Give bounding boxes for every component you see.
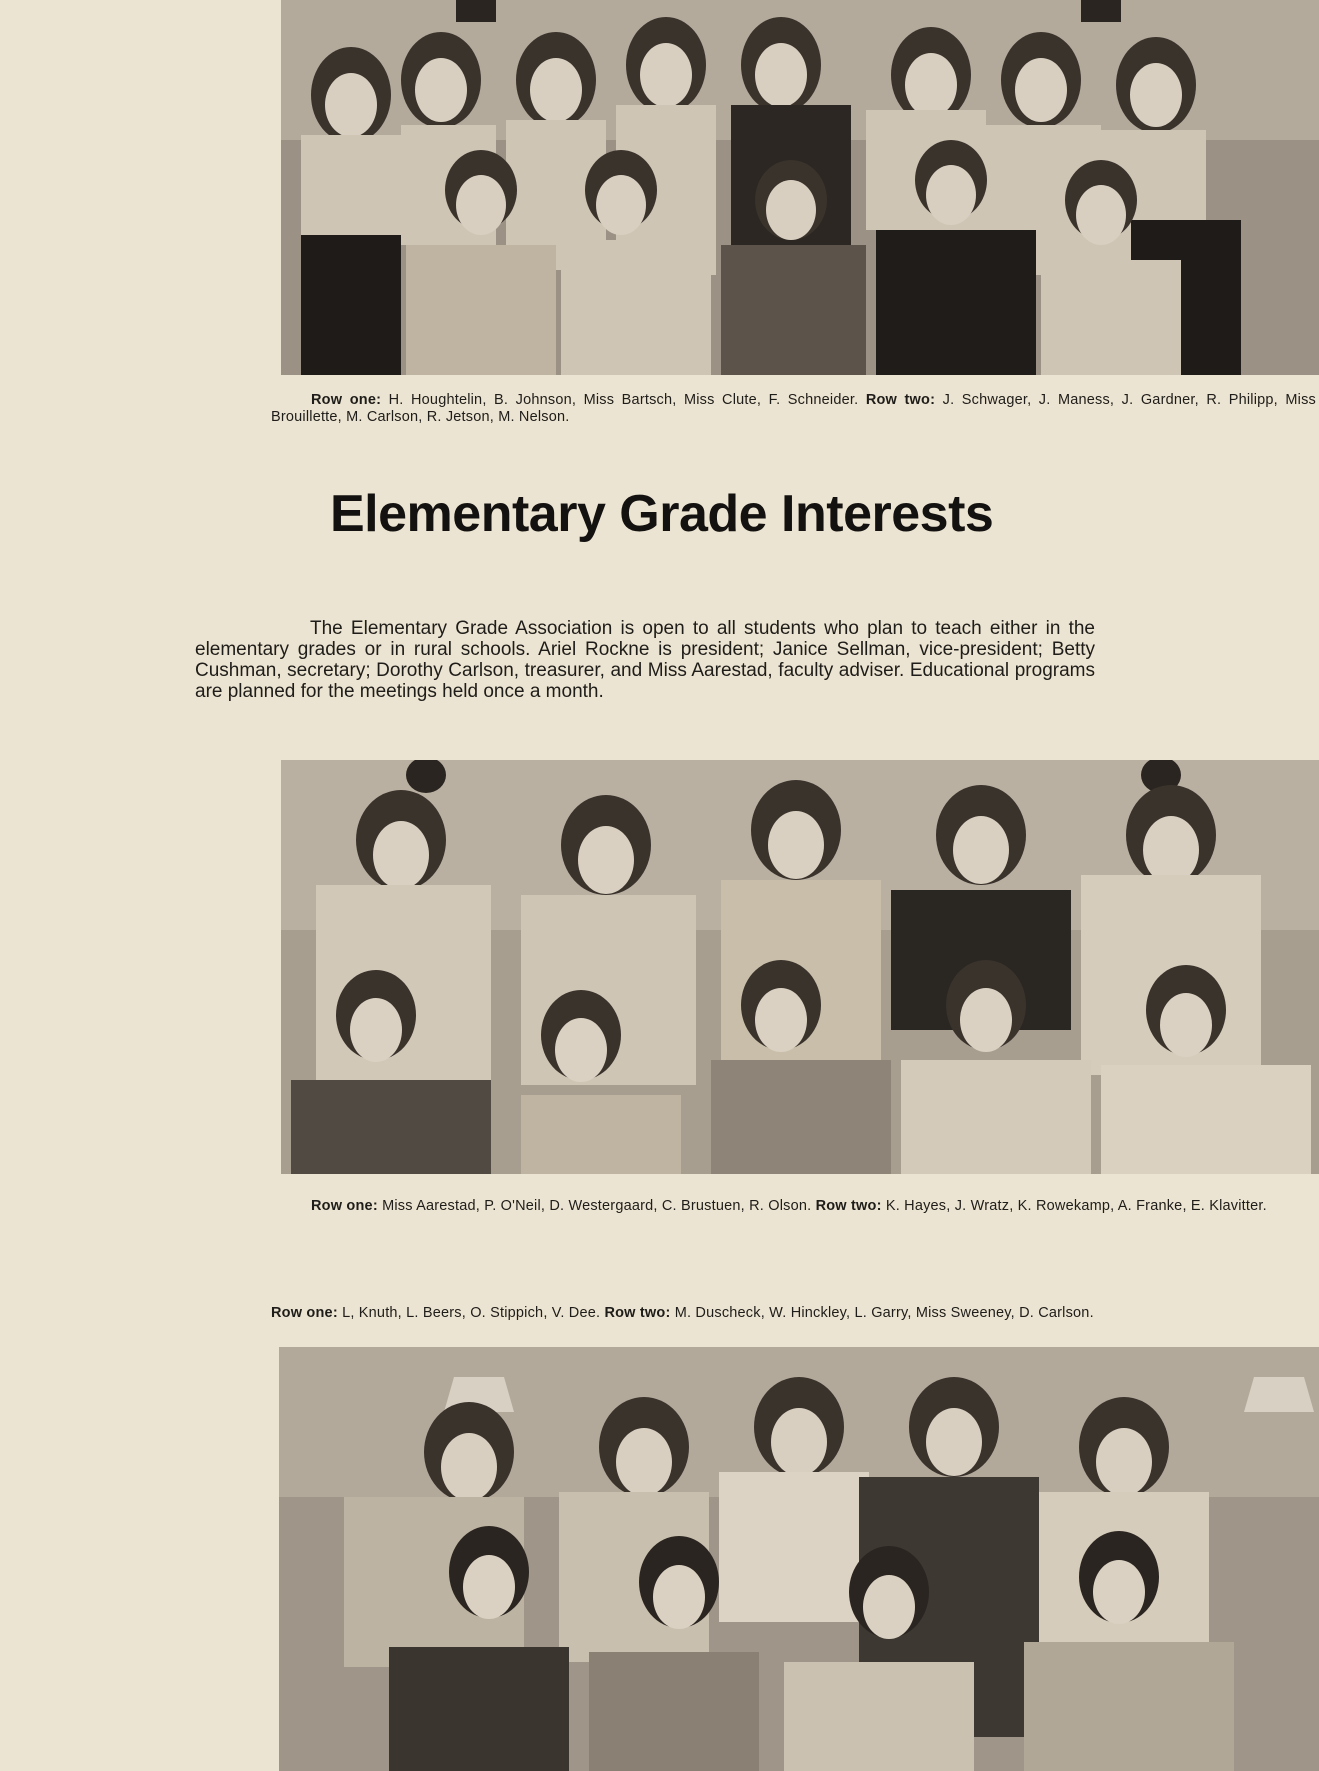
row-two-label: Row two: [865,392,936,408]
row-two-label: Row two: [815,1198,882,1214]
row-two-names: M. Duscheck, W. Hinckley, L. Garry, Miss Sweeney, D. Carlson. [670,1305,1094,1321]
row-one-names: Miss Aarestad, P. O'Neil, D. Westergaard, C. Brustuen, R. Olson. [377,1198,816,1214]
row-two-names: J. Schwager, J. Maness, J. Gardner, R. Philipp, Miss Brouillette, M. Carlson, R. Jetson, M. Nelson. [271,392,1316,425]
group-photo-bottom [279,1347,1319,1771]
row-one-label: Row one: [311,1198,378,1214]
group-photo-middle-art [281,760,1319,1174]
row-one-names: L, Knuth, L. Beers, O. Stippich, V. Dee. [337,1305,605,1321]
caption-bottom-photo [271,1305,1316,1322]
group-photo-top [281,0,1319,375]
row-two-label: Row two: [604,1305,671,1321]
article-body [195,618,1095,702]
group-photo-bottom-art [279,1347,1319,1771]
row-one-names: H. Houghtelin, B. Johnson, Miss Bartsch, Miss Clute, F. Schneider. [381,392,866,408]
page-title: Elementary Grade Interests [330,485,994,543]
caption-top-photo [271,392,1316,426]
group-photo-middle [281,760,1319,1174]
row-one-label: Row one: [311,392,382,408]
caption-middle-photo [271,1198,1316,1215]
row-two-names: K. Hayes, J. Wratz, K. Rowekamp, A. Franke, E. Klavitter. [881,1198,1267,1214]
article-body-text: The Elementary Grade Association is open to all students who plan to teach either in the elementary grades or in rural schools. Ariel Rockne is president; Janice Sellman, vice-president; Betty Cushman, secretary; Dorothy Carlson, treasurer, and Miss Aarestad, faculty adviser. Educational programs are planned for the meetings held once a month. [195,618,1095,702]
row-one-label: Row one: [271,1305,338,1321]
group-photo-top-art [281,0,1319,375]
